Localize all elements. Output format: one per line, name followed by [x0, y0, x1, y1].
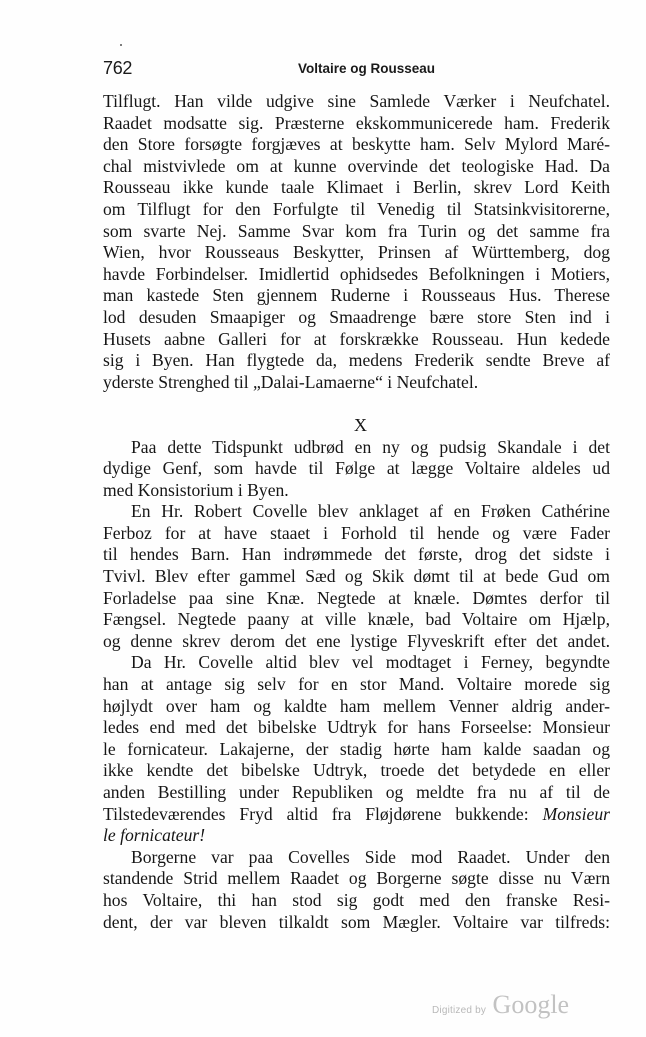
text-line: ledes end med det bibelske Udtryk for hans Forseelse: Monsieur	[103, 717, 610, 738]
text-line: Tilflugt. Han vilde udgive sine Samlede Værker i Neufchatel.	[103, 91, 610, 111]
watermark-prefix: Digitized by	[432, 1005, 487, 1016]
text-line: chal mistvivlede om at kunne overvinde det teologiske Had. Da	[103, 155, 610, 176]
text-line: Raadet modsatte sig. Præsterne ekskommunicerede ham. Frederik	[103, 112, 610, 133]
paragraph-2	[103, 437, 610, 502]
text-line: Rousseau ikke kunde taale Klimaet i Berlin, skrev Lord Keith	[103, 177, 610, 198]
italic-text-line: le fornicateur!	[103, 825, 206, 846]
paragraph-5	[103, 847, 610, 933]
text-line: ikke kendte det bibelske Udtryk, troede det betydede en eller	[103, 760, 610, 781]
text-line: hos Voltaire, thi han stod sig godt med den franske Resi-	[103, 889, 610, 910]
text-line: med Konsistorium i Byen.	[103, 479, 289, 500]
text-line: om Tilflugt for den Forfulgte til Venedig til Statsinkvisitorerne,	[103, 198, 610, 219]
section-heading: X	[354, 414, 367, 435]
paragraph-3	[103, 501, 610, 652]
text-line: dent, der var bleven tilkaldt som Mægler. Voltaire var tilfreds:	[103, 911, 610, 932]
scan-speck	[120, 44, 122, 46]
text-line: højlydt over ham og kaldte ham mellem Venner aldrig ander-	[103, 695, 610, 716]
text-line: Da Hr. Covelle altid blev vel modtaget i Ferney, begyndte	[131, 652, 610, 673]
running-title: Voltaire og Rousseau	[297, 61, 436, 76]
text-line: den Store forsøgte forgjæves at beskytte ham. Selv Mylord Maré-	[103, 134, 610, 155]
page-number: 762	[103, 58, 133, 78]
text-line: Forladelse paa sine Knæ. Negtede at knæle. Dømtes derfor til	[103, 587, 610, 608]
text-line: Tvivl. Blev efter gammel Sæd og Skik dømt til at bede Gud om	[103, 566, 610, 587]
paragraph-1	[103, 91, 610, 393]
text-line: havde Forbindelser. Imidlertid ophidsedes Befolkningen i Motiers,	[103, 263, 610, 284]
text-line: og denne skrev derom det ene lystige Flyveskrift efter det andet.	[103, 630, 610, 651]
text-line: lod desuden Smaapiger og Smaadrenge bære store Sten ind i	[103, 306, 610, 327]
page-body	[103, 91, 610, 933]
page-header	[103, 58, 610, 80]
digitized-by-google-watermark	[432, 990, 569, 1020]
text-line: Borgerne var paa Covelles Side mod Raadet. Under den	[131, 846, 610, 867]
text-line: En Hr. Robert Covelle blev anklaget af en Frøken Cathérine	[131, 501, 610, 522]
italic-text: Monsieur	[542, 803, 610, 824]
text-line: Wien, hvor Rousseaus Beskytter, Prinsen af Württemberg, dog	[103, 242, 610, 263]
text-line: man kastede Sten gjennem Ruderne i Rousseaus Hus. Therese	[103, 285, 610, 306]
text-line: han at antage sig selv for en stor Mand. Voltaire morede sig	[103, 674, 610, 695]
text-line: sig i Byen. Han flygtede da, medens Frederik sendte Breve af	[103, 350, 610, 371]
text-line: standende Strid mellem Raadet og Borgerne søgte disse nu Værn	[103, 868, 610, 889]
text-line-mixed	[103, 804, 610, 826]
text-line: som svarte Nej. Samme Svar kom fra Turin og det samme fra	[103, 220, 610, 241]
text-line: Fængsel. Negtede paany at ville knæle, bad Voltaire om Hjælp,	[103, 609, 610, 630]
text-line: anden Bestilling under Republiken og meldte fra nu af til de	[103, 782, 610, 802]
text-line: le fornicateur. Lakajerne, der stadig hørte ham kalde saadan og	[103, 738, 610, 759]
text-line: Paa dette Tidspunkt udbrød en ny og pudsig Skandale i det	[131, 436, 610, 457]
google-logo-text: Google	[492, 990, 570, 1019]
text-segment: Tilstedeværendes Fryd altid fra Fløjdørene bukkende:	[103, 803, 543, 824]
text-line: yderste Strenghed til „Dalai-Lamaerne“ i Neufchatel.	[103, 371, 479, 392]
text-line: til hendes Barn. Han indrømmede det første, drog det sidste i	[103, 544, 610, 565]
text-line: dydige Genf, som havde til Følge at lægge Voltaire aldeles ud	[103, 458, 610, 479]
text-line: Ferboz for at have staaet i Forhold til hende og være Fader	[103, 522, 610, 543]
paragraph-4	[103, 652, 610, 846]
text-line: Husets aabne Galleri for at forskrække Rousseau. Hun kedede	[103, 328, 610, 349]
